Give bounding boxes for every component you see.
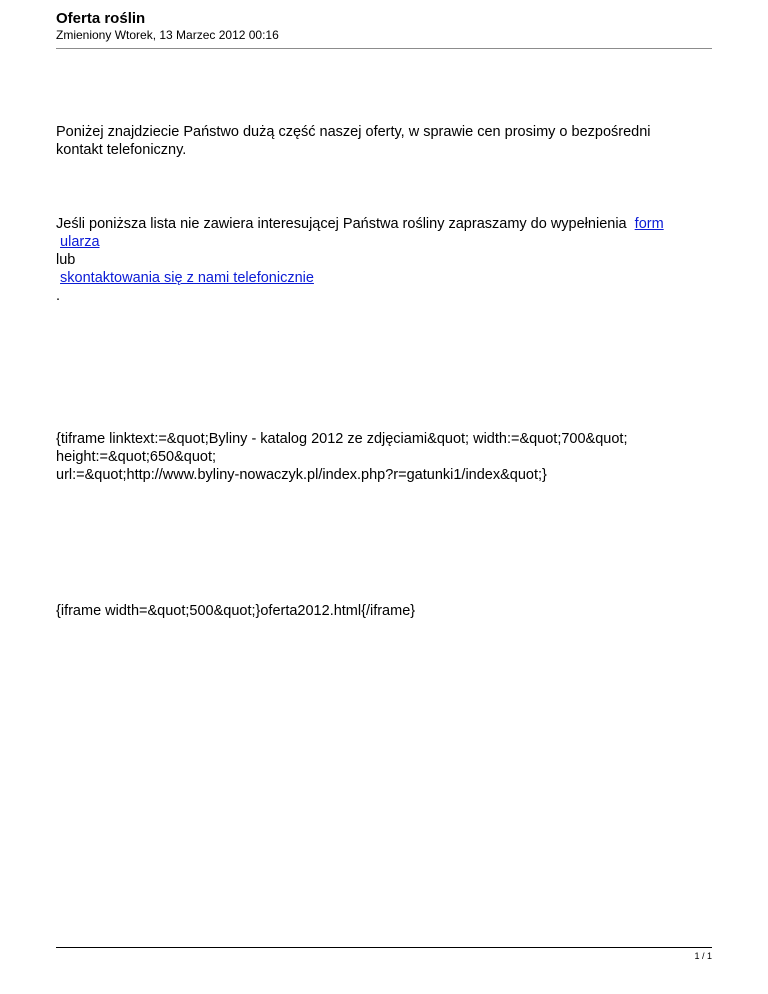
contact-line xyxy=(56,269,712,287)
tiframe-line-3: url:=&quot;http://www.byliny-nowaczyk.pl/index.php?r=gatunki1/index&quot;} xyxy=(56,467,547,483)
tiframe-line-2: height:=&quot;650&quot; xyxy=(56,449,217,465)
tiframe-paragraph xyxy=(56,430,712,484)
modified-date: Zmieniony Wtorek, 13 Marzec 2012 00:16 xyxy=(56,28,279,42)
intro-line-2: kontakt telefoniczny. xyxy=(56,142,187,158)
form-paragraph xyxy=(56,215,712,305)
iframe-paragraph xyxy=(56,602,712,620)
intro-paragraph xyxy=(56,123,712,159)
form-line-2 xyxy=(56,233,712,251)
header-divider xyxy=(56,48,712,49)
intro-line-1: Poniżej znajdziecie Państwo dużą część naszej oferty, w sprawie cen prosimy o bezpośredni xyxy=(56,124,651,140)
page-title: Oferta roślin xyxy=(56,10,146,27)
tiframe-line-1: {tiframe linktext:=&quot;Byliny - katalog 2012 ze zdjęciami&quot; width:=&quot;700&quot; xyxy=(56,431,628,447)
iframe-text: {iframe width=&quot;500&quot;}oferta2012.html{/iframe} xyxy=(56,603,416,619)
page-number: 1 / 1 xyxy=(694,951,712,961)
form-link-part-2[interactable]: ularza xyxy=(60,234,100,250)
period: . xyxy=(56,288,61,304)
form-sentence: Jeśli poniższa lista nie zawiera interesującej Państwa rośliny zapraszamy do wypełnienia xyxy=(56,216,627,232)
page-header xyxy=(56,10,712,42)
footer-divider xyxy=(56,947,712,948)
form-line-1 xyxy=(56,215,712,233)
or-word: lub xyxy=(56,252,76,268)
contact-link[interactable]: skontaktowania się z nami telefonicznie xyxy=(60,270,314,286)
form-link-part-1[interactable]: form xyxy=(634,216,664,232)
